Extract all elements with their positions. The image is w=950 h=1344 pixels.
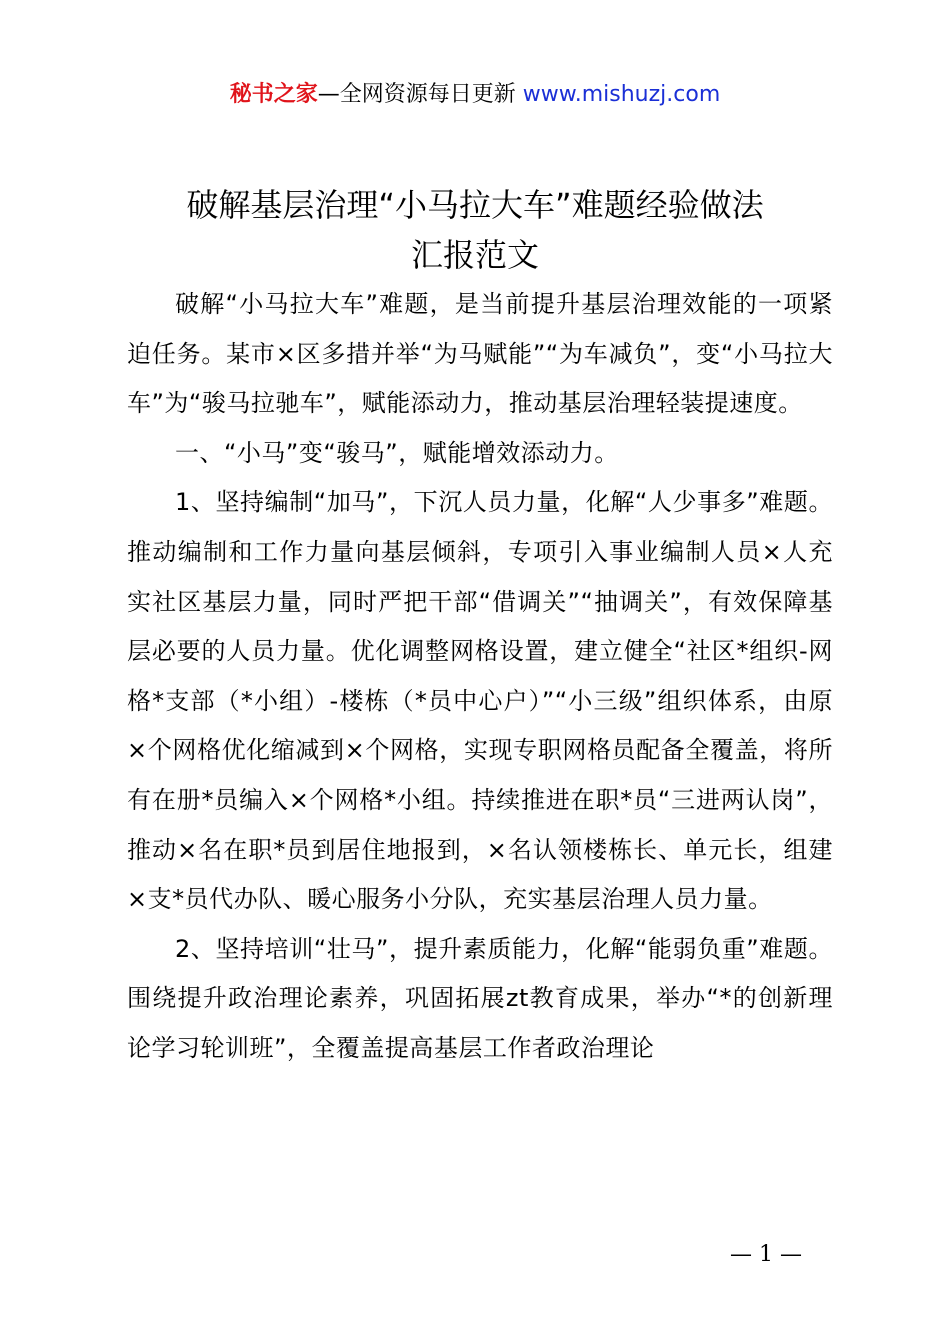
paragraph-item-1: 1、坚持编制“加马”，下沉人员力量，化解“人少事多”难题。推动编制和工作力量向基层倾斜，专项引入事业编制人员×人充实社区基层力量，同时严把干部“借调关”“抽调关”，有效保障基层必要的人员力量。优化调整网格设置，建立健全“社区*组织-网格*支部（*小组）-楼栋（*员中心户）”“小三级”组织体系，由原×个网格优化缩减到×个网格，实现专职网格员配备全覆盖，将所有在册*员编入×个网格*小组。持续推进在职*员“三进两认岗”，推动×名在职*员到居住地报到，×名认领楼栋长、单元长，组建×支*员代办队、暖心服务小分队，充实基层治理人员力量。 (127, 488, 833, 914)
site-url-link[interactable]: www.mishuzj.com (522, 82, 721, 107)
document-title-line-2: 汇报范文 (410, 236, 539, 274)
page-number: — 1 — (730, 1242, 802, 1267)
section-heading-1: 一、“小马”变“骏马”，赋能增效添动力。 (175, 438, 619, 467)
paragraph-intro: 破解“小马拉大车”难题，是当前提升基层治理效能的一项紧迫任务。某市×区多措并举“为马赋能”“为车减负”，变“小马拉大车”为“骏马拉驰车”，赋能添动力，推动基层治理轻装提速度。 (127, 290, 833, 418)
document-title-line-1: 破解基层治理“小马拉大车”难题经验做法 (186, 186, 764, 224)
site-brand: 秘书之家 (229, 82, 318, 107)
site-header (0, 78, 950, 112)
document-body (127, 280, 833, 1074)
paragraph-item-2: 2、坚持培训“壮马”，提升素质能力，化解“能弱负重”难题。围绕提升政治理论素养，巩固拓展zt教育成果，举办“*的创新理论学习轮训班”，全覆盖提高基层工作者政治理论 (127, 934, 833, 1062)
document-title (100, 180, 850, 280)
site-tagline: —全网资源每日更新 (317, 82, 523, 107)
